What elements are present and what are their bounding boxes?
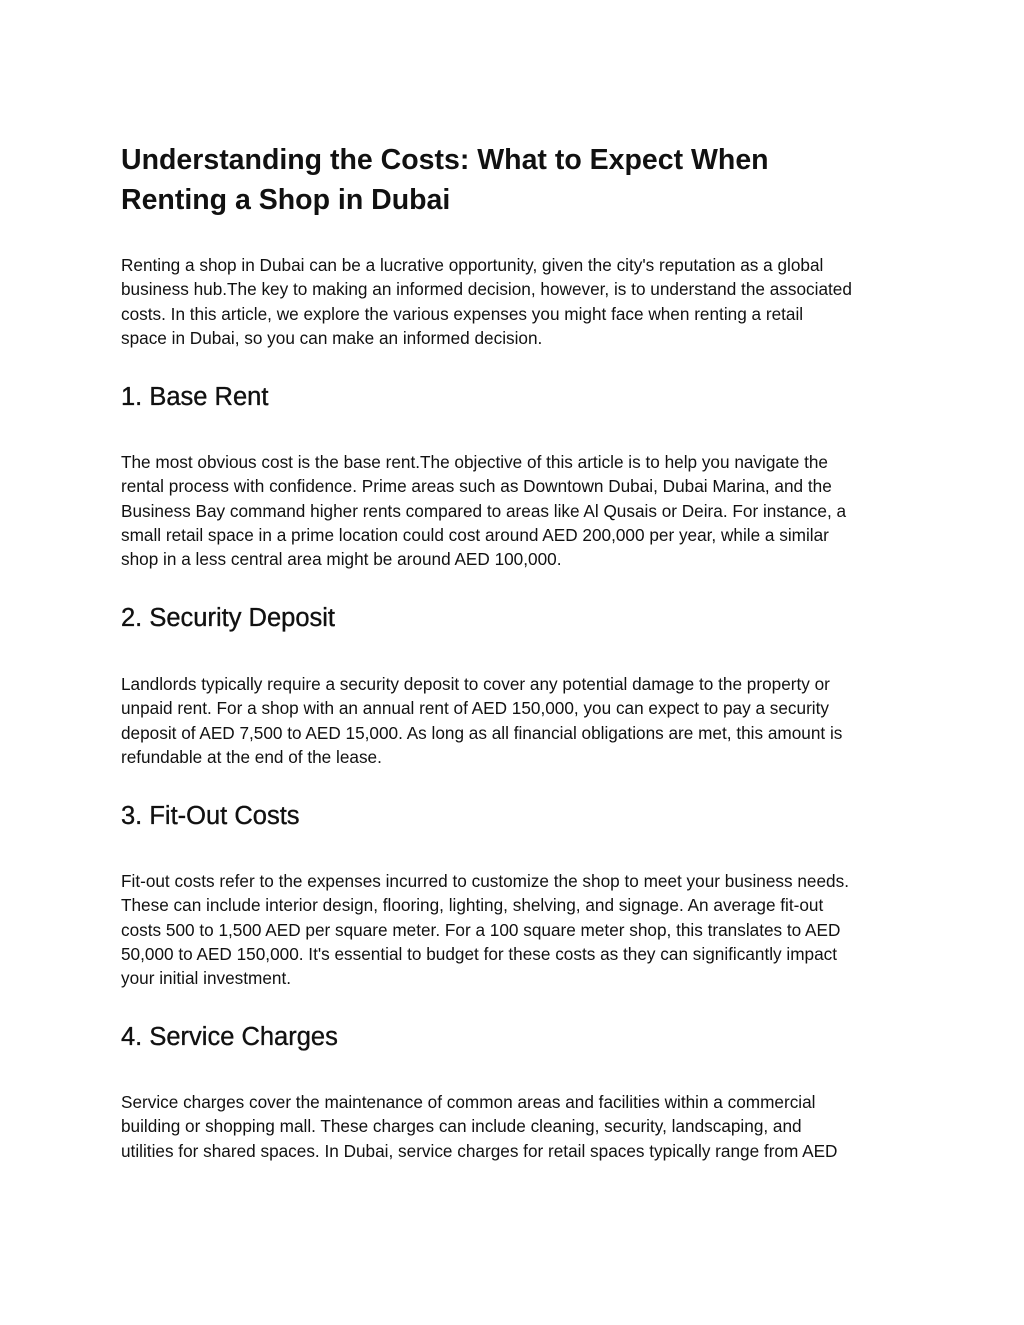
section-heading-fit-out-costs: 3. Fit-Out Costs [121, 802, 300, 830]
paragraph-line: costs. In this article, we explore the various expenses you might face when renting a retail [121, 303, 804, 324]
paragraph-line: space in Dubai, so you can make an informed decision. [121, 327, 543, 348]
section-heading-security-deposit: 2. Security Deposit [121, 604, 336, 632]
section-paragraph-security-deposit [121, 672, 911, 769]
paragraph-line: 50,000 to AED 150,000. It's essential to budget for these costs as they can significantly impact [121, 943, 838, 964]
paragraph-line: costs 500 to 1,500 AED per square meter. For a 100 square meter shop, this translates to AED [121, 919, 841, 940]
paragraph-line: Fit-out costs refer to the expenses incurred to customize the shop to meet your business needs. [121, 871, 849, 891]
paragraph-line: business hub.The key to making an informed decision, however, is to understand the associated [121, 279, 852, 300]
document-title [121, 140, 911, 220]
section-heading-service-charges: 4. Service Charges [121, 1023, 338, 1051]
section-heading-base-rent: 1. Base Rent [121, 383, 269, 411]
paragraph-line: unpaid rent. For a shop with an annual rent of AED 150,000, you can expect to pay a security [121, 698, 829, 719]
section-paragraph-base-rent [121, 450, 911, 571]
paragraph-line: The most obvious cost is the base rent.The objective of this article is to help you navigate the [121, 452, 828, 472]
paragraph-line: Service charges cover the maintenance of common areas and facilities within a commercial [121, 1092, 816, 1112]
intro-paragraph [121, 253, 911, 350]
paragraph-line: refundable at the end of the lease. [121, 746, 382, 767]
paragraph-line: shop in a less central area might be around AED 100,000. [121, 549, 562, 570]
paragraph-line: Renting a shop in Dubai can be a lucrative opportunity, given the city's reputation as a global [121, 255, 824, 275]
paragraph-line: Business Bay command higher rents compared to areas like Al Qusais or Deira. For instance, a [121, 500, 847, 521]
paragraph-line: small retail space in a prime location could cost around AED 200,000 per year, while a similar [121, 524, 829, 545]
paragraph-line: deposit of AED 7,500 to AED 15,000. As long as all financial obligations are met, this amount is [121, 722, 843, 743]
paragraph-line: utilities for shared spaces. In Dubai, service charges for retail spaces typically range from AED [121, 1140, 838, 1161]
paragraph-line: rental process with confidence. Prime areas such as Downtown Dubai, Dubai Marina, and the [121, 476, 832, 497]
paragraph-line: These can include interior design, flooring, lighting, shelving, and signage. An average fit-out [121, 895, 824, 916]
title-line: Renting a Shop in Dubai [121, 184, 451, 216]
paragraph-line: Landlords typically require a security deposit to cover any potential damage to the property or [121, 674, 830, 694]
title-line: Understanding the Costs: What to Expect When [121, 144, 769, 176]
section-paragraph-fit-out-costs [121, 869, 911, 990]
paragraph-line: your initial investment. [121, 968, 292, 989]
paragraph-line: building or shopping mall. These charges can include cleaning, security, landscaping, and [121, 1116, 802, 1137]
section-paragraph-service-charges [121, 1090, 911, 1163]
